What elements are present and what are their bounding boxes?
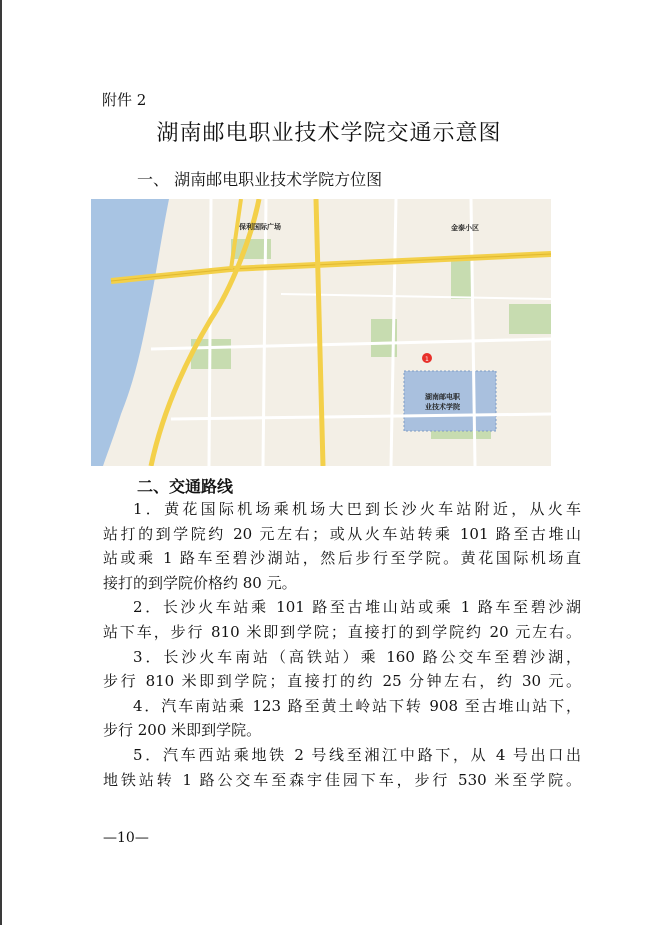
route-text-line: 1．黄花国际机场乘机场大巴到长沙火车站附近，从火车 [133,500,581,518]
page-number: —10— [103,830,149,846]
map-location-marker-label: 1 [425,356,429,363]
route-text-line: 地铁站转 1 路公交车至森宇佳园下车，步行 530 米至学院。 [103,770,581,789]
route-text-line: 站打的到学院约 20 元左右；或从火车站转乘 101 路至古堆山 [103,524,581,543]
map-minor-road [209,199,211,466]
route-text-line: 步行 810 米即到学院；直接打的约 25 分钟左右，约 30 元。 [103,672,581,691]
section-heading-routes: 二、交通路线 [137,477,234,496]
map-label-jintai: 金泰小区 [451,224,479,232]
route-text-line: 2．长沙火车站乘 101 路至古堆山站或乘 1 路车至碧沙湖 [133,598,581,617]
route-text-line: 站下车，步行 810 米即到学院；直接打的到学院约 20 元左右。 [103,622,581,641]
map-label-campus-line2: 业技术学院 [425,403,460,411]
section-heading-location-map: 一、 湖南邮电职业技术学院方位图 [137,170,383,189]
route-text-line: 3．长沙火车南站（高铁站）乘 160 路公交车至碧沙湖， [133,647,581,666]
campus-location-map [91,199,551,466]
map-green-area [451,259,471,299]
map-campus-area [404,371,496,431]
map-label-campus-line1: 湖南邮电职 [425,393,460,401]
route-text-line: 站或乘 1 路车至碧沙湖站，然后步行至学院。黄花国际机场直 [103,549,581,568]
map-label-poly-plaza: 保利国际广场 [239,223,281,231]
map-green-area [509,304,551,334]
attachment-label: 附件 2 [102,91,147,109]
route-text-line: 接打的到学院价格约 80 元。 [103,573,297,592]
route-text-line: 步行 200 米即到学院。 [103,721,262,740]
traffic-routes [103,497,581,792]
document-title: 湖南邮电职业技术学院交通示意图 [156,121,502,146]
route-text-line: 5．汽车西站乘地铁 2 号线至湘江中路下，从 4 号出口出 [133,745,581,764]
map-graphic [91,199,551,466]
route-text-line: 4．汽车南站乘 123 路至黄土岭站下转 908 至古堆山站下， [133,696,581,715]
